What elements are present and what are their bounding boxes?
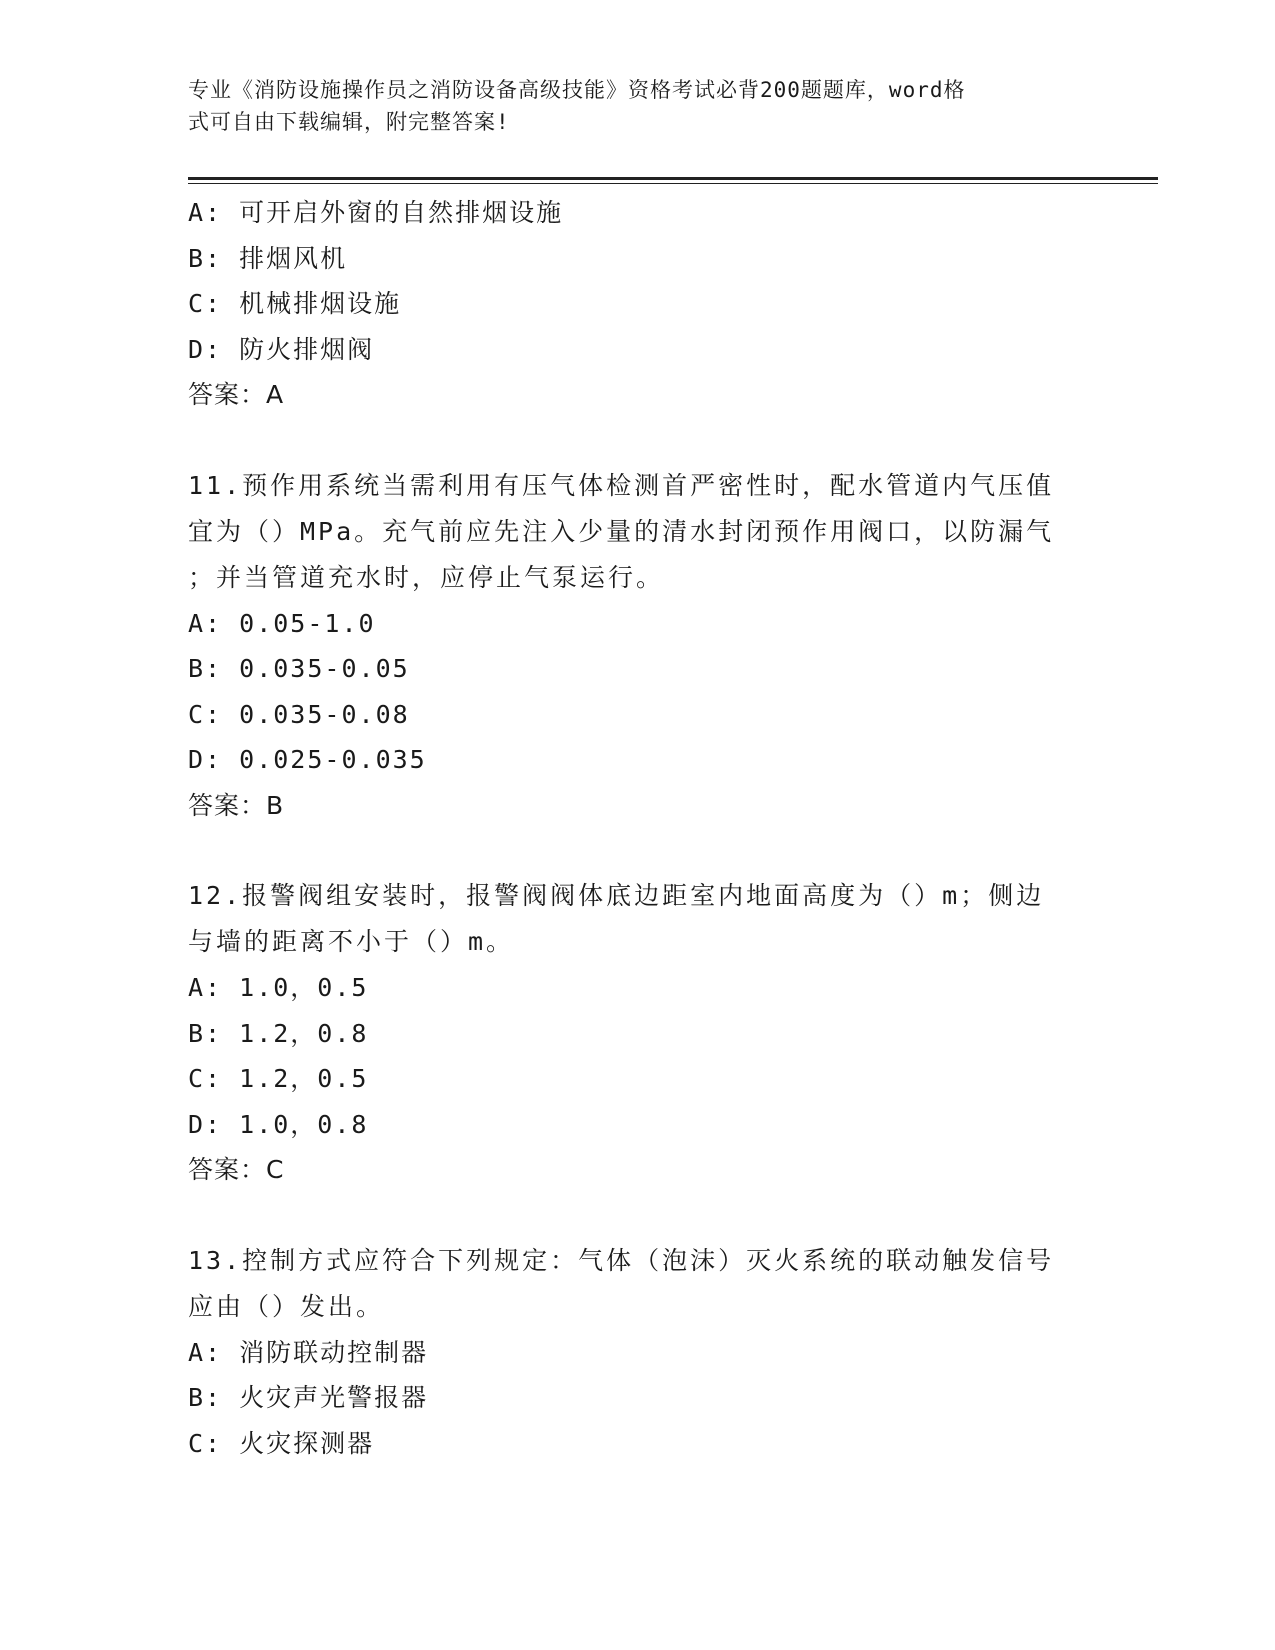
spacer (188, 1193, 1088, 1238)
question-list (188, 190, 1088, 1466)
answer-label: 答案：B (188, 790, 285, 820)
stem-line: 13.控制方式应符合下列规定：气体（泡沫）灭火系统的联动触发信号 (188, 1245, 1055, 1275)
stem-line: 与墙的距离不小于（）m。 (188, 927, 515, 956)
option-d: D: 1.0，0.8 (188, 1109, 369, 1139)
option-a: A: 消防联动控制器 (188, 1337, 429, 1367)
spacer (188, 828, 1088, 873)
option-b: B: 火灾声光警报器 (188, 1383, 429, 1412)
option-b: B: 排烟风机 (188, 243, 348, 273)
question-12 (188, 873, 1088, 1193)
question-13 (188, 1238, 1088, 1467)
option-d: D: 防火排烟阀 (188, 334, 375, 364)
option-c: C: 火灾探测器 (188, 1428, 375, 1458)
stem-line: 宜为（）MPa。充气前应先注入少量的清水封闭预作用阀口，以防漏气 (188, 516, 1055, 546)
stem-line: ；并当管道充水时，应停止气泵运行。 (188, 562, 665, 592)
header-divider-thin (188, 183, 1158, 184)
question-stem (188, 463, 1088, 601)
question-11 (188, 463, 1088, 829)
header-line-1: 专业《消防设施操作员之消防设备高级技能》资格考试必背200题题库，word格 (188, 78, 966, 102)
option-b: B: 1.2，0.8 (188, 1018, 369, 1048)
option-c: C: 1.2，0.5 (188, 1064, 369, 1093)
question-stem (188, 1238, 1088, 1330)
answer-label: 答案：A (188, 380, 285, 409)
stem-line: 应由（）发出。 (188, 1291, 385, 1321)
option-c: C: 机械排烟设施 (188, 289, 402, 318)
option-a: A: 可开启外窗的自然排烟设施 (188, 198, 564, 227)
option-a: A: 1.0，0.5 (188, 973, 369, 1002)
option-b: B: 0.035-0.05 (188, 654, 410, 683)
stem-line: 11.预作用系统当需利用有压气体检测首严密性时，配水管道内气压值 (188, 470, 1055, 500)
option-c: C: 0.035-0.08 (188, 699, 410, 729)
option-a: A: 0.05-1.0 (188, 608, 376, 638)
header-line-2: 式可自由下载编辑，附完整答案! (188, 110, 510, 134)
question-10 (188, 190, 1088, 418)
header-divider-thick (188, 177, 1158, 180)
document-header (188, 74, 1068, 138)
question-stem (188, 873, 1088, 965)
stem-line: 12.报警阀组安装时，报警阀阀体底边距室内地面高度为（）m；侧边 (188, 881, 1045, 910)
spacer (188, 418, 1088, 463)
option-d: D: 0.025-0.035 (188, 745, 427, 774)
answer-label: 答案：C (188, 1155, 285, 1184)
